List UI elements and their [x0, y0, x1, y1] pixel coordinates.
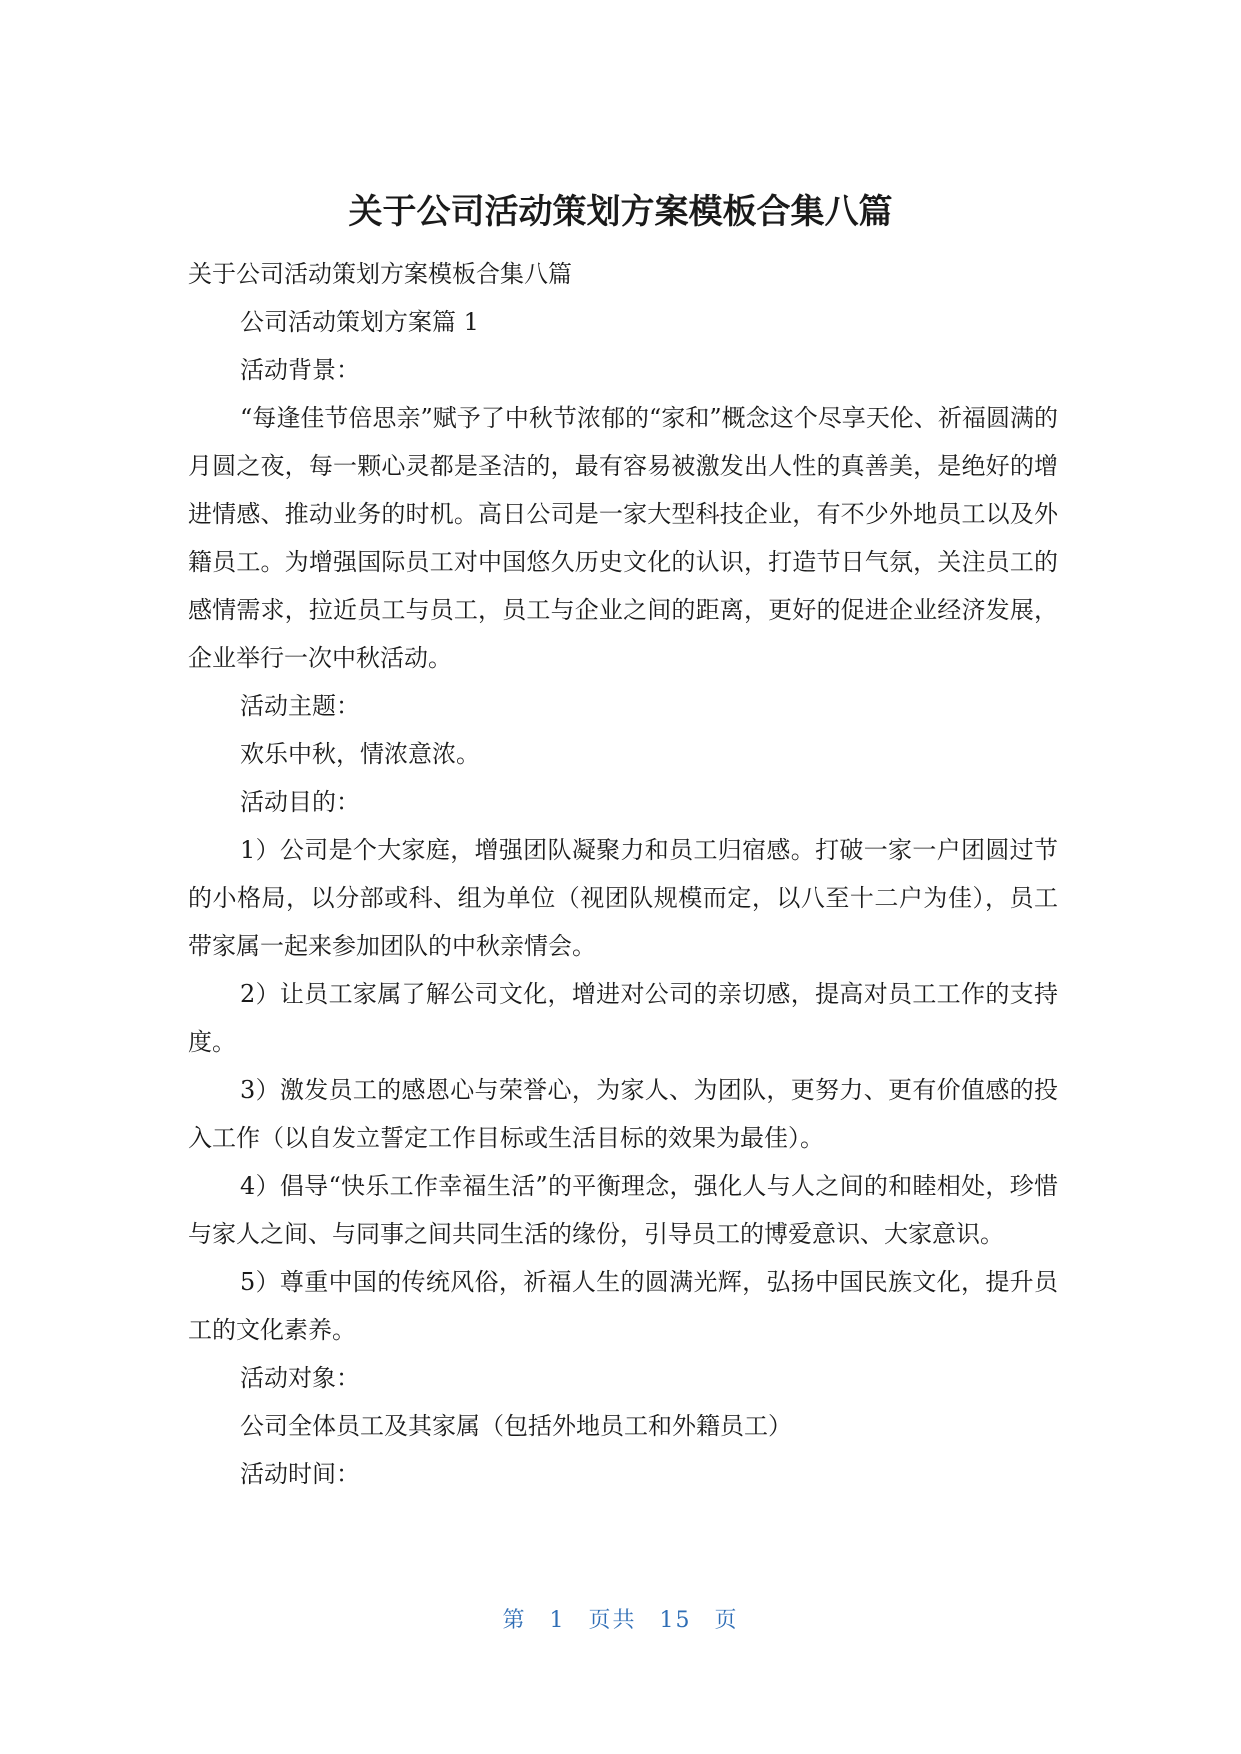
document-title: 关于公司活动策划方案模板合集八篇 [348, 192, 893, 232]
paragraph-purpose-2: 2）让员工家属了解公司文化，增进对公司的亲切感，提高对员工工作的支持度。 [188, 980, 1058, 1056]
footer-suffix: 页 [714, 1608, 739, 1633]
paragraph-purpose-label: 活动目的： [240, 788, 360, 816]
footer-prefix: 第 [502, 1608, 527, 1633]
footer-current-page: 1 [549, 1608, 566, 1633]
footer-mid: 页共 [588, 1608, 637, 1633]
paragraph-background-text: “每逢佳节倍思亲”赋予了中秋节浓郁的“家和”概念这个尽享天伦、祈福圆满的月圆之夜，每一颗心灵都是圣洁的，最有容易被激发出人性的真善美，是绝好的增进情感、推动业务的时机。高日公司是一家大型科技企业，有不少外地员工以及外籍员工。为增强国际员工对中国悠久历史文化的认识，打造节日气氛，关注员工的感情需求，拉近员工与员工，员工与企业之间的距离，更好的促进企业经济发展，企业举行一次中秋活动。 [188, 404, 1058, 672]
paragraph-theme-text: 欢乐中秋，情浓意浓。 [240, 740, 480, 768]
paragraph-subtitle: 关于公司活动策划方案模板合集八篇 [188, 260, 572, 288]
footer-total-pages: 15 [659, 1608, 692, 1633]
paragraph-background-label: 活动背景： [240, 356, 360, 384]
page-footer [0, 1606, 1241, 1636]
document-body [188, 250, 1058, 1498]
paragraph-audience-text: 公司全体员工及其家属（包括外地员工和外籍员工） [240, 1412, 792, 1440]
paragraph-purpose-5: 5）尊重中国的传统风俗，祈福人生的圆满光辉，弘扬中国民族文化，提升员工的文化素养。 [188, 1268, 1058, 1344]
paragraph-purpose-1: 1）公司是个大家庭，增强团队凝聚力和员工归宿感。打破一家一户团圆过节的小格局，以分部或科、组为单位（视团队规模而定，以八至十二户为佳），员工带家属一起来参加团队的中秋亲情会。 [188, 836, 1058, 960]
paragraph-time-label: 活动时间： [240, 1460, 360, 1488]
paragraph-audience-label: 活动对象： [240, 1364, 360, 1392]
paragraph-section-heading: 公司活动策划方案篇 1 [240, 308, 479, 336]
paragraph-theme-label: 活动主题： [240, 692, 360, 720]
paragraph-purpose-3: 3）激发员工的感恩心与荣誉心，为家人、为团队，更努力、更有价值感的投入工作（以自发立誓定工作目标或生活目标的效果为最佳）。 [188, 1076, 1058, 1152]
paragraph-purpose-4: 4）倡导“快乐工作幸福生活”的平衡理念，强化人与人之间的和睦相处，珍惜与家人之间、与同事之间共同生活的缘份，引导员工的博爱意识、大家意识。 [188, 1172, 1058, 1248]
